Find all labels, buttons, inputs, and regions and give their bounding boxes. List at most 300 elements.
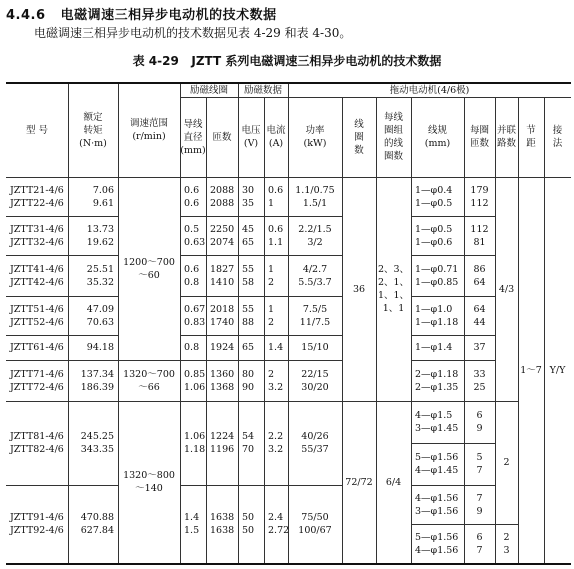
row-current	[264, 485, 288, 563]
row-torque-line: 94.18	[86, 342, 114, 353]
header-wire-spec-line: (mm)	[424, 138, 451, 149]
header-speed-range-line: 调速范围	[129, 118, 168, 129]
header-connection-line: 接	[552, 125, 563, 136]
row-turns-line: 1740	[210, 316, 235, 328]
header-connection-line: 法	[552, 138, 563, 149]
row-current	[264, 296, 288, 335]
row-voltage	[238, 216, 264, 255]
row-wire-diameter-line: 0.67	[184, 303, 206, 315]
row-current-line: 2	[268, 316, 275, 328]
header-torque-line: (N·m)	[79, 137, 107, 149]
row-power-line: 7.5/5	[302, 303, 328, 315]
row-wire-spec-line: 4—φ1.56	[415, 544, 459, 556]
row-current-line: 0.6	[268, 184, 284, 196]
grid-vline	[288, 177, 289, 563]
row-turns	[206, 177, 238, 216]
row-model-line: JZTT41-4/6	[10, 263, 64, 275]
row-torque-line: 35.32	[86, 276, 114, 288]
row-torque	[68, 255, 118, 296]
row-model-line: JZTT52-4/6	[10, 316, 64, 328]
section-number: 4.4.6	[6, 8, 46, 23]
header-torque-line: 额定	[83, 111, 103, 123]
coil-count-group-a-line: 36	[352, 283, 366, 295]
row-turns-per-coil	[464, 360, 495, 401]
header-drive-motor	[288, 83, 571, 97]
grid-hline	[342, 401, 411, 402]
row-current-line: 2	[268, 368, 275, 380]
row-power-line: 11/7.5	[299, 316, 331, 328]
row-model-line: JZTT32-4/6	[10, 236, 64, 248]
grid-vline	[180, 177, 181, 563]
coils-per-group-a-line: 1、1	[382, 303, 405, 314]
grid-vline	[464, 177, 465, 563]
row-current	[264, 401, 288, 485]
row-turns-per-coil-line: 33	[473, 368, 486, 380]
connection-value	[544, 177, 571, 563]
header-speed-range	[118, 83, 180, 177]
parallel-paths-group-c-line: 2	[503, 531, 510, 543]
row-wire-diameter	[180, 255, 206, 296]
row-wire-spec-line: 1—φ0.4	[415, 184, 453, 196]
header-torque-line: 转矩	[83, 124, 103, 136]
header-turns-line: 匝数	[212, 131, 232, 143]
row-torque-line: 70.63	[86, 316, 114, 328]
header-turns-per-coil-line: 每圈	[469, 125, 489, 136]
header-parallel-paths-line: 并联	[496, 125, 516, 136]
header-coil-count	[342, 97, 376, 177]
row-voltage-line: 90	[242, 381, 255, 393]
row-wire-diameter-line: 1.18	[184, 444, 206, 455]
row-torque-line: 137.34	[80, 368, 114, 380]
header-speed-range-line: (r/min)	[132, 131, 166, 142]
header-voltage-line: 电压	[241, 125, 261, 136]
row-turns-per-coil-line: 112	[470, 197, 489, 209]
row-torque-line: 19.62	[86, 236, 114, 248]
grid-hline	[180, 360, 342, 361]
grid-hline	[180, 335, 342, 336]
row-model	[6, 335, 68, 360]
row-power-line: 4/2.7	[302, 263, 328, 275]
row-wire-diameter-line: 0.63	[184, 236, 206, 248]
grid-hline	[411, 485, 495, 486]
row-wire-spec	[411, 177, 464, 216]
row-power-line: 15/10	[301, 342, 329, 353]
row-current-line: 0.6	[268, 223, 284, 235]
row-power-line: 40/26	[301, 431, 329, 442]
row-power	[288, 255, 342, 296]
grid-vline	[206, 177, 207, 563]
speed-range-group-c-line: 1320～800	[123, 470, 175, 481]
row-torque-line: 47.09	[86, 303, 114, 315]
row-turns-line: 2074	[210, 236, 235, 248]
row-model-line: JZTT81-4/6	[10, 431, 64, 442]
grid-hline	[411, 335, 495, 336]
row-voltage-line: 35	[242, 197, 255, 209]
row-wire-spec	[411, 524, 464, 563]
header-drive-motor-line: 拖动电动机(4/6极)	[389, 84, 470, 96]
grid-hline	[6, 216, 118, 217]
row-model-line: JZTT92-4/6	[10, 525, 64, 536]
row-torque	[68, 335, 118, 360]
coil-count-group-b-line: 72/72	[345, 476, 373, 488]
row-voltage-line: 88	[242, 316, 255, 328]
grid-vline	[118, 83, 119, 177]
row-torque-line: 13.73	[86, 223, 114, 235]
row-turns-line: 1368	[210, 381, 235, 393]
row-power-line: 22/15	[301, 368, 329, 380]
row-wire-diameter-line: 0.83	[184, 316, 206, 328]
coils-per-group-a	[376, 177, 411, 401]
parallel-paths-group-a	[495, 177, 518, 401]
row-turns	[206, 335, 238, 360]
grid-hline	[6, 485, 118, 486]
row-wire-diameter	[180, 401, 206, 485]
row-turns-per-coil-line: 64	[473, 303, 486, 315]
coils-per-group-b	[376, 401, 411, 563]
row-model-line: JZTT61-4/6	[10, 342, 64, 353]
grid-vline	[376, 177, 377, 563]
row-turns-line: 1224	[210, 431, 235, 442]
row-current	[264, 216, 288, 255]
row-model-line: JZTT71-4/6	[10, 368, 64, 380]
row-power-line: 3/2	[307, 236, 323, 248]
speed-range-group-b	[118, 360, 180, 401]
row-wire-spec	[411, 401, 464, 443]
coils-per-group-b-line: 6/4	[385, 476, 402, 488]
row-wire-diameter-line: 1.06	[184, 381, 206, 393]
row-voltage	[238, 177, 264, 216]
row-wire-spec-line: 1—φ0.5	[415, 197, 453, 209]
grid-vline	[342, 177, 343, 563]
grid-vline	[206, 97, 207, 177]
header-wire-spec-line: 线规	[427, 125, 447, 136]
row-turns-line: 2088	[210, 184, 235, 196]
row-voltage-line: 65	[242, 236, 255, 248]
header-torque	[68, 83, 118, 177]
parallel-paths-group-c-line: 3	[503, 544, 510, 556]
row-turns-per-coil	[464, 177, 495, 216]
row-turns-line: 2088	[210, 197, 235, 209]
row-model-line: JZTT82-4/6	[10, 444, 64, 455]
row-voltage	[238, 485, 264, 563]
grid-hline	[411, 216, 495, 217]
row-wire-spec-line: 1—φ0.6	[415, 236, 453, 248]
row-turns-line: 1638	[210, 512, 235, 523]
row-power-line: 100/67	[298, 525, 332, 536]
row-power-line: 75/50	[301, 512, 329, 523]
row-torque-line: 245.25	[80, 431, 114, 442]
speed-range-group-a	[118, 177, 180, 360]
row-current-line: 3.2	[268, 444, 284, 455]
row-wire-diameter-line: 1.4	[184, 512, 200, 523]
row-voltage-line: 50	[242, 512, 255, 523]
header-wire-diameter-line: 直径	[183, 131, 203, 143]
row-turns-line: 1360	[210, 368, 235, 380]
header-coils-per-group-line: 圈数	[383, 151, 403, 162]
header-turns-per-coil	[464, 97, 495, 177]
row-turns-per-coil	[464, 443, 495, 485]
row-wire-diameter-line: 0.6	[184, 263, 200, 275]
row-turns-per-coil	[464, 255, 495, 296]
row-wire-spec-line: 4—φ1.56	[415, 492, 459, 504]
row-wire-diameter-line: 0.8	[184, 342, 200, 353]
row-voltage-line: 80	[242, 368, 255, 380]
row-voltage-line: 65	[242, 342, 255, 353]
header-voltage-line: (V)	[243, 138, 259, 149]
row-wire-diameter-line: 0.6	[184, 197, 200, 209]
grid-hline	[495, 401, 518, 402]
row-wire-diameter	[180, 296, 206, 335]
row-turns-per-coil-line: 5	[476, 452, 483, 463]
header-wire-diameter-line: 导线	[183, 118, 203, 130]
table-top-rule	[6, 82, 571, 84]
header-coils-per-group-line: 每线	[383, 112, 403, 123]
row-model-line: JZTT91-4/6	[10, 512, 64, 523]
row-wire-spec-line: 1—φ1.4	[415, 342, 453, 353]
header-excitation-coil	[180, 83, 238, 97]
row-torque-line: 25.51	[86, 263, 114, 275]
grid-hline	[6, 360, 118, 361]
row-model-line: JZTT31-4/6	[10, 223, 64, 235]
row-turns-per-coil-line: 44	[473, 316, 486, 328]
grid-vline	[68, 177, 69, 563]
grid-vline	[544, 97, 545, 177]
table-title: JZTT 系列电磁调速三相异步电动机的技术数据	[191, 54, 442, 68]
row-turns-per-coil-line: 7	[476, 492, 483, 504]
row-voltage	[238, 255, 264, 296]
grid-vline	[464, 97, 465, 177]
header-model-line: 型 号	[25, 124, 49, 136]
parallel-paths-group-b	[495, 401, 518, 524]
row-wire-spec	[411, 443, 464, 485]
header-turns-per-coil-line: 匝数	[469, 138, 489, 149]
row-turns-per-coil-line: 86	[473, 263, 486, 275]
row-turns-per-coil-line: 7	[476, 465, 483, 476]
row-torque	[68, 177, 118, 216]
row-wire-diameter	[180, 335, 206, 360]
header-wire-spec	[411, 97, 464, 177]
row-power	[288, 335, 342, 360]
coils-per-group-a-line: 2、1、	[377, 277, 410, 288]
row-current-line: 2.72	[268, 525, 290, 536]
row-voltage	[238, 296, 264, 335]
row-power	[288, 360, 342, 401]
row-wire-spec-line: 5—φ1.56	[415, 452, 459, 463]
grid-vline	[264, 97, 265, 177]
row-wire-diameter	[180, 177, 206, 216]
row-wire-spec	[411, 296, 464, 335]
row-turns	[206, 485, 238, 563]
row-model-line: JZTT51-4/6	[10, 303, 64, 315]
grid-hline	[180, 255, 342, 256]
row-turns-per-coil	[464, 335, 495, 360]
row-wire-spec-line: 1—φ0.5	[415, 223, 453, 235]
speed-range-group-c-line: ～140	[135, 483, 163, 494]
row-torque-line: 7.06	[92, 184, 114, 196]
row-turns-line: 1924	[210, 342, 235, 353]
grid-hline	[495, 524, 518, 525]
grid-hline	[411, 255, 495, 256]
grid-vline	[288, 83, 289, 177]
row-power-line: 2.2/1.5	[298, 223, 332, 235]
row-power	[288, 216, 342, 255]
grid-vline	[238, 83, 239, 177]
grid-vline	[68, 83, 69, 177]
row-wire-spec-line: 4—φ1.45	[415, 465, 459, 476]
row-wire-spec	[411, 335, 464, 360]
row-power-line: 55/37	[301, 444, 329, 455]
row-voltage-line: 45	[242, 223, 255, 235]
row-current	[264, 255, 288, 296]
table-number: 表 4-29	[132, 54, 179, 68]
row-wire-spec	[411, 216, 464, 255]
section-title: 电磁调速三相异步电动机的技术数据	[60, 8, 277, 23]
grid-vline	[495, 177, 496, 563]
grid-vline	[264, 177, 265, 563]
row-voltage-line: 55	[242, 263, 255, 275]
coils-per-group-a-line: 1、1、	[377, 290, 410, 301]
header-pitch-line: 距	[526, 138, 536, 149]
grid-hline	[6, 255, 118, 256]
header-voltage	[238, 97, 264, 177]
grid-vline	[495, 97, 496, 177]
speed-range-group-b-line: ～66	[138, 381, 160, 393]
row-torque-line: 627.84	[80, 525, 114, 536]
pitch-value-line: 1～7	[520, 364, 542, 376]
header-power-line: 功率	[305, 125, 325, 136]
row-current-line: 1	[268, 303, 275, 315]
row-model-line: JZTT42-4/6	[10, 276, 64, 288]
row-model-line: JZTT21-4/6	[10, 184, 64, 196]
row-voltage-line: 54	[242, 431, 255, 442]
row-turns-per-coil	[464, 296, 495, 335]
row-wire-spec-line: 1—φ0.71	[415, 263, 459, 275]
header-pitch-line: 节	[526, 125, 536, 136]
grid-vline	[411, 97, 412, 177]
header-pitch	[518, 97, 544, 177]
header-coil-count-line: 线	[354, 118, 364, 130]
row-current-line: 1.1	[268, 236, 284, 248]
grid-vline	[342, 97, 343, 177]
row-torque	[68, 296, 118, 335]
section-heading	[6, 4, 277, 23]
grid-hline	[411, 401, 495, 402]
header-power-line: (kW)	[303, 138, 327, 149]
row-current	[264, 360, 288, 401]
row-wire-diameter-line: 0.6	[184, 184, 200, 196]
row-wire-spec	[411, 255, 464, 296]
row-power-line: 30/20	[301, 381, 329, 393]
row-wire-diameter-line: 0.8	[184, 276, 200, 288]
header-excitation-coil-line: 励磁线圈	[189, 84, 228, 96]
pitch-value	[518, 177, 544, 563]
row-model-line: JZTT72-4/6	[10, 381, 64, 393]
row-turns-per-coil-line: 9	[476, 505, 483, 517]
header-coils-per-group	[376, 97, 411, 177]
row-torque-line: 186.39	[80, 381, 114, 393]
row-voltage-line: 70	[242, 444, 255, 455]
grid-hline	[411, 296, 495, 297]
grid-hline	[6, 335, 118, 336]
spec-table	[6, 83, 571, 563]
grid-vline	[238, 177, 239, 563]
row-power-line: 1.1/0.75	[295, 184, 335, 196]
row-model	[6, 401, 68, 485]
row-power	[288, 401, 342, 485]
row-model-line: JZTT22-4/6	[10, 197, 64, 209]
row-torque-line: 9.61	[92, 197, 114, 209]
row-turns	[206, 216, 238, 255]
row-turns-line: 1410	[210, 276, 235, 288]
grid-hline	[6, 296, 118, 297]
header-coils-per-group-line: 圈组	[383, 125, 403, 136]
header-turns	[206, 97, 238, 177]
row-voltage-line: 55	[242, 303, 255, 315]
row-current-line: 1	[268, 263, 275, 275]
row-wire-spec-line: 2—φ1.35	[415, 381, 459, 393]
row-current	[264, 177, 288, 216]
grid-vline	[518, 97, 519, 177]
row-turns-per-coil-line: 81	[473, 236, 486, 248]
row-turns-per-coil-line: 6	[476, 531, 483, 543]
grid-hline	[6, 401, 118, 402]
row-turns-per-coil	[464, 216, 495, 255]
grid-hline	[180, 216, 342, 217]
row-current-line: 1	[268, 197, 275, 209]
row-turns-per-coil	[464, 485, 495, 524]
row-current-line: 2.4	[268, 512, 284, 523]
row-turns	[206, 296, 238, 335]
grid-vline	[376, 97, 377, 177]
grid-hline	[180, 401, 342, 402]
table-bottom-rule	[6, 563, 571, 565]
row-current-line: 2	[268, 276, 275, 288]
header-power	[288, 97, 342, 177]
header-coil-count-line: 圈	[354, 131, 364, 143]
header-excitation-data	[238, 83, 288, 97]
row-current	[264, 335, 288, 360]
row-turns-per-coil-line: 112	[470, 223, 489, 235]
row-power	[288, 485, 342, 563]
row-wire-spec-line: 3—φ1.56	[415, 505, 459, 517]
row-wire-diameter-line: 0.5	[184, 223, 200, 235]
row-model	[6, 485, 68, 563]
header-current-line: 电流	[266, 125, 286, 136]
table-caption	[0, 52, 574, 69]
row-turns	[206, 255, 238, 296]
row-torque-line: 470.88	[80, 512, 114, 523]
row-turns-line: 1196	[210, 444, 235, 455]
row-voltage-line: 58	[242, 276, 255, 288]
row-torque-line: 343.35	[80, 444, 114, 455]
row-model	[6, 216, 68, 255]
row-torque	[68, 216, 118, 255]
row-wire-spec-line: 1—φ0.85	[415, 276, 459, 288]
row-turns	[206, 401, 238, 485]
row-turns-per-coil	[464, 524, 495, 563]
grid-hline	[118, 360, 180, 361]
row-voltage	[238, 335, 264, 360]
row-power	[288, 296, 342, 335]
row-model	[6, 177, 68, 216]
row-current-line: 1.4	[268, 342, 284, 353]
row-turns-per-coil-line: 64	[473, 276, 486, 288]
grid-vline	[180, 83, 181, 177]
row-model	[6, 255, 68, 296]
row-wire-spec-line: 1—φ1.0	[415, 303, 453, 315]
row-turns-per-coil-line: 7	[476, 544, 483, 556]
grid-hline	[180, 485, 342, 486]
